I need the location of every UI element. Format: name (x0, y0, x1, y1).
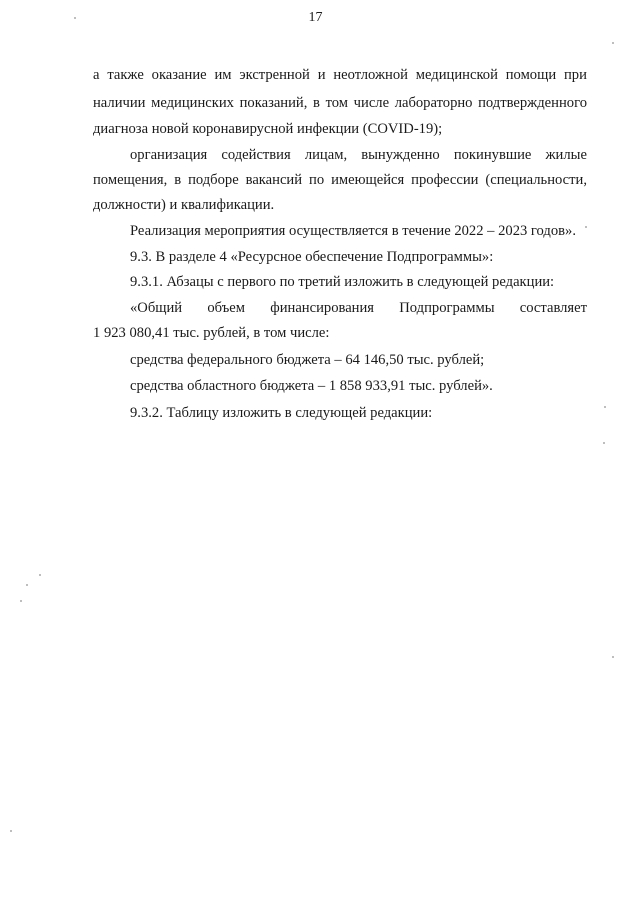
scan-speck (603, 442, 605, 444)
word: также (107, 67, 144, 83)
word: (специальности, (485, 172, 587, 188)
word: в (174, 172, 182, 188)
word: подборе (188, 172, 239, 188)
paragraph-line-4 (130, 146, 587, 164)
word: экстренной (239, 67, 310, 83)
section-heading-9-3-2: 9.3.2. Таблицу изложить в следующей редакции: (130, 405, 433, 421)
word: при (563, 67, 587, 83)
page-number: 17 (308, 10, 323, 25)
scan-speck (612, 656, 614, 658)
paragraph-line-12: средства федерального бюджета – 64 146,50 тыс. рублей; (130, 352, 485, 368)
word: медицинских (151, 95, 234, 111)
word: в (313, 95, 320, 111)
word: им (214, 67, 232, 83)
word: организация (130, 147, 208, 163)
word: числе (353, 95, 390, 111)
word: медицинской (415, 67, 498, 83)
scan-speck (10, 830, 12, 832)
paragraph-line-10 (130, 299, 587, 317)
scan-speck (26, 584, 28, 586)
scan-speck (604, 406, 606, 408)
word: лабораторно (394, 95, 473, 111)
word: финансирования (270, 300, 375, 316)
word: жилые (545, 147, 587, 163)
word: по (309, 172, 325, 188)
word: показаний, (239, 95, 308, 111)
word: лицам, (304, 147, 348, 163)
scan-speck (585, 226, 587, 228)
word: «Общий (130, 300, 183, 316)
scan-speck (39, 574, 41, 576)
section-heading-9-3: 9.3. В разделе 4 «Ресурсное обеспечение Подпрограммы»: (130, 249, 494, 265)
word: объем (207, 300, 245, 316)
paragraph-line-1 (93, 66, 587, 84)
word: помощи (505, 67, 557, 83)
word: вынужденно (361, 147, 440, 163)
paragraph-line-3: диагноза новой коронавирусной инфекции (COVID-19); (93, 121, 443, 137)
word: вакансий (245, 172, 303, 188)
word: Подпрограммы (399, 300, 495, 316)
word: подтвержденного (478, 95, 587, 111)
paragraph-line-7: Реализация мероприятия осуществляется в течение 2022 – 2023 годов». (130, 223, 576, 239)
word: покинувшие (453, 147, 532, 163)
paragraph-line-5 (93, 171, 587, 189)
paragraph-line-13: средства областного бюджета – 1 858 933,91 тыс. рублей». (130, 378, 493, 394)
scan-speck (20, 600, 22, 602)
word: помещения, (93, 172, 168, 188)
paragraph-line-6: должности) и квалификации. (93, 197, 275, 213)
word: наличии (93, 95, 146, 111)
word: содействия (221, 147, 291, 163)
scan-speck (612, 42, 614, 44)
word: составляет (519, 300, 587, 316)
word: оказание (151, 67, 207, 83)
word: имеющейся (331, 172, 405, 188)
word: а (93, 67, 100, 83)
paragraph-line-2 (93, 94, 587, 112)
scan-speck (74, 17, 76, 19)
word: профессии (411, 172, 479, 188)
section-heading-9-3-1: 9.3.1. Абзацы с первого по третий изложить в следующей редакции: (130, 274, 555, 290)
word: и (317, 67, 326, 83)
paragraph-line-11: 1 923 080,41 тыс. рублей, в том числе: (93, 325, 330, 341)
word: неотложной (333, 67, 408, 83)
word: том (325, 95, 349, 111)
